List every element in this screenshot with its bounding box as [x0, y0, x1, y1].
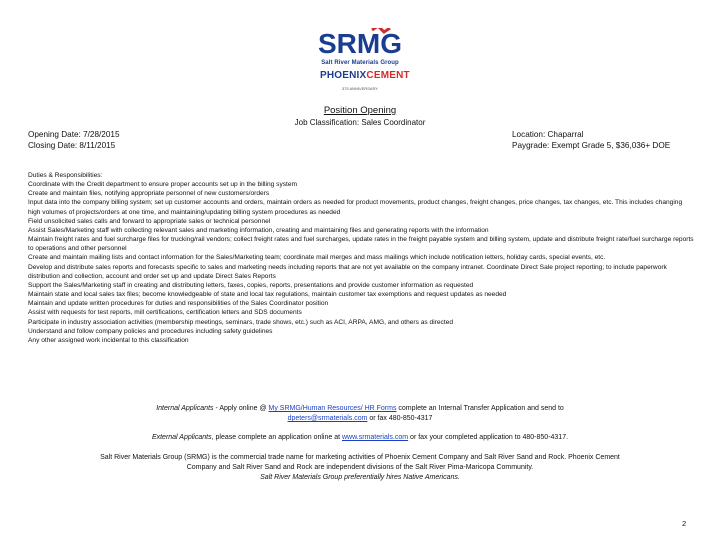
srmg-logo-icon: [314, 28, 406, 58]
logo-subtitle: Salt River Materials Group: [321, 60, 399, 66]
company-logo: [300, 22, 420, 102]
duty-item: Create and maintain files, notifying appropriate personnel of new customers/orders: [28, 190, 270, 198]
email-link[interactable]: dpeters@srmaterials.com: [287, 415, 368, 422]
paygrade: Paygrade: Exempt Grade 5, $36,036+ DOE: [512, 141, 671, 150]
hr-forms-link[interactable]: My SRMG/Human Resources/ HR Forms: [268, 405, 397, 412]
external-label: External Applicants: [151, 434, 212, 441]
dates-block: [28, 129, 120, 151]
duties-heading: Duties & Responsibilities:: [28, 172, 103, 179]
duty-item: Create and maintain mailing lists and contact information for the Sales/Marketing team; coordinate mail merges and mass mailings which include notification letters, holiday cards, special events, etc.: [28, 254, 606, 262]
duty-item: Maintain state and local sales tax files; become knowledgeable of state and local tax regulations, maintain customer tax exemptions and request updates as needed: [28, 291, 507, 299]
internal-text: - Apply online @: [213, 405, 269, 412]
srmg-wordmark: SRMG: [318, 28, 402, 58]
duty-item: Input data into the company billing system; set up customer accounts and orders, maintain orders as needed for product movements, product changes, freight changes, price changes, tax changes, etc. This includes changing high volumes of projects/orders at one time, and maintaining/updating billing system procedures as needed: [28, 199, 683, 216]
duty-item: Assist with requests for test reports, mill certifications, certification letters and SDS documents: [28, 309, 302, 317]
duty-item: Maintain and update written procedures for duties and responsibilities of the Sales Coordinator position: [28, 300, 329, 308]
internal-applicants: [90, 404, 630, 424]
external-applicants: [90, 433, 630, 443]
footer-note: [90, 453, 630, 483]
location-block: [512, 129, 670, 151]
duty-item: Maintain freight rates and fuel surcharge files for trucking/rail vendors; collect freight rates and fuel surcharges, update rates in the freight payable system and billing system, update and distribute freight rate/fuel surcharge reports to operations and other personnel: [28, 236, 694, 253]
internal-text: complete an Internal Transfer Application and send to: [396, 405, 564, 412]
page-number: 2: [682, 519, 687, 528]
phoenix-cement-logo: [320, 70, 410, 86]
job-classification: Job Classification: Sales Coordinator: [294, 118, 426, 127]
duty-item: Develop and distribute sales reports and forecasts specific to sales and marketing needs including reports that are not yet available on the company intranet. Coordinate Direct Sale project reporting; to include paperwork distribution and collection, account and order set up and update Direct Sales Reports: [28, 263, 667, 280]
duty-item: Assist Sales/Marketing staff with collecting relevant sales and marketing information, creating and maintaining files and generating reports with the information: [28, 226, 489, 234]
external-text: , please complete an application online at: [211, 434, 342, 441]
internal-fax: or fax 480-850-4317: [367, 415, 433, 422]
duty-item: Support the Sales/Marketing staff in creating and distributing letters, faxes, copies, reports, presentations and provide customer information as requested: [28, 281, 474, 289]
closing-date: Closing Date: 8/11/2015: [28, 141, 116, 150]
duties-list: [28, 171, 696, 345]
website-link[interactable]: www.srmaterials.com: [341, 434, 409, 441]
page-title: Position Opening: [323, 105, 397, 116]
duty-item: Any other assigned work incidental to this classification: [28, 336, 189, 344]
duty-item: Participate in industry association activities (membership meetings, seminars, trade shows, etc.) such as ACI, ARPA, AMG, and others as directed: [28, 318, 453, 326]
duty-item: Coordinate with the Credit department to ensure proper accounts set up in the billing system: [28, 181, 298, 189]
company-statement: Salt River Materials Group (SRMG) is the commercial trade name for marketing activities of Phoenix Cement Company and Salt River Sand and Rock. Phoenix Cement Company and Salt River Sand and Rock are independent divisions of the Salt River Pima-Maricopa Community.: [100, 454, 620, 471]
opening-date: Opening Date: 7/28/2015: [28, 130, 120, 139]
hiring-preference: Salt River Materials Group preferentially hires Native Americans.: [260, 474, 460, 481]
location: Location: Chaparral: [512, 130, 584, 139]
duty-item: Field unsolicited sales calls and forward to appropriate sales or technical personnel: [28, 217, 271, 225]
external-text: or fax your completed application to 480-850-4317.: [408, 434, 569, 441]
phoenix-text: PHOENIX: [320, 70, 367, 81]
logo-tagline: 375 ANNIVERSARY: [341, 86, 379, 91]
internal-label: Internal Applicants: [156, 405, 214, 412]
duty-item: Understand and follow company policies and procedures including safety guidelines: [28, 327, 273, 335]
cement-text: CEMENT: [366, 70, 410, 81]
